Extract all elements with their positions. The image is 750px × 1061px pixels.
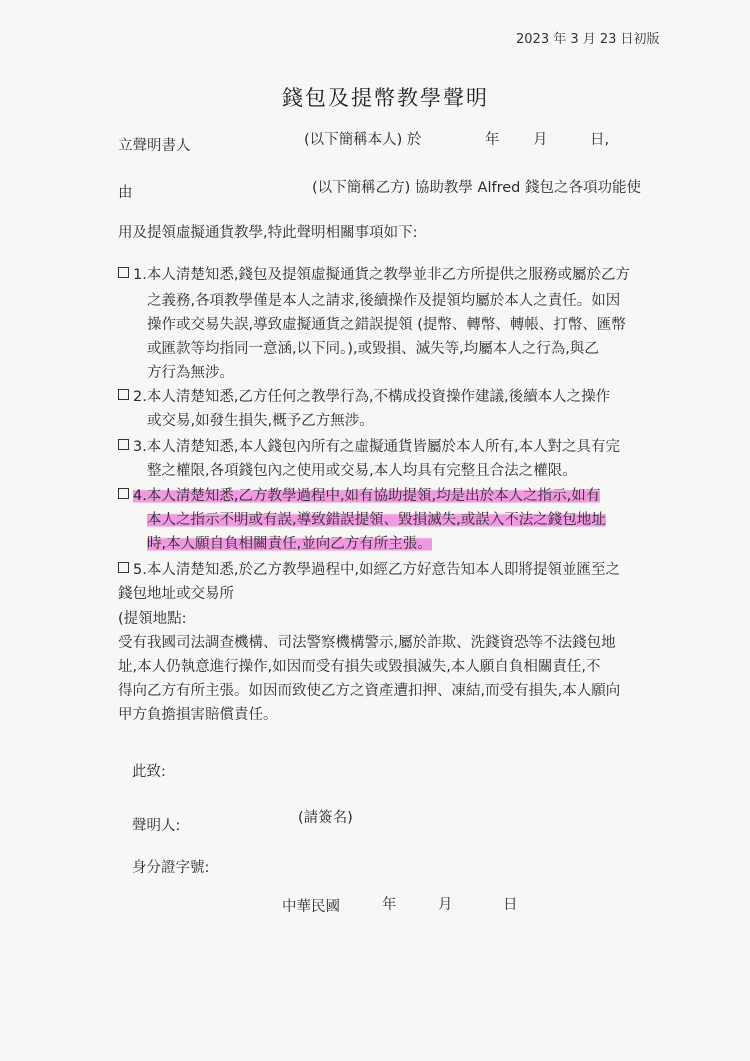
footer-era: 中華民國	[282, 899, 340, 915]
checkbox[interactable]	[118, 389, 129, 400]
withdraw-address-label: (提領地點:	[118, 611, 187, 627]
clause-2-line-1: 2.本人清楚知悉,乙方任何之教學行為,不構成投資操作建議,後續本人之操作	[118, 385, 610, 406]
checkbox[interactable]	[118, 488, 129, 499]
intro-day: 日,	[590, 132, 610, 148]
warning-line-2: 址,本人仍執意進行操作,如因而受有損失或毀損滅失,本人願自負相關責任,不	[118, 659, 601, 675]
warning-line-1: 受有我國司法調查機構、司法警察機構警示,屬於詐欺、洗錢資恐等不法錢包地	[118, 635, 616, 651]
referred-as-party-b: (以下簡稱乙方) 協助教學 Alfred 錢包之各項功能使	[312, 180, 641, 196]
footer-year: 年	[382, 897, 397, 913]
checkbox[interactable]	[118, 562, 129, 573]
clause-1-line-3: 操作或交易失誤,導致虛擬通貨之錯誤提領 (提幣、轉幣、轉帳、打幣、匯幣	[147, 317, 626, 333]
declarant-label: 立聲明書人	[118, 138, 191, 154]
checkbox[interactable]	[118, 267, 129, 278]
highlight-mark: 4.本人清楚知悉,乙方教學過程中,如有協助提領,均是出於本人之指示,如有	[133, 488, 601, 504]
id-number-label: 身分證字號:	[132, 860, 210, 876]
clause-1-line-5: 方行為無涉。	[147, 365, 234, 381]
document-title: 錢包及提幣教學聲明	[282, 86, 489, 110]
intro-month: 月	[533, 132, 548, 148]
signature-label: 聲明人:	[132, 818, 181, 834]
id-number-field[interactable]	[222, 860, 422, 876]
clause-1-line-2: 之義務,各項教學僅是本人之請求,後續操作及提領均屬於本人之責任。如因	[147, 293, 621, 309]
clause-1-line-1: 1.本人清楚知悉,錢包及提領虛擬通貨之教學並非乙方所提供之服務或屬於乙方	[118, 263, 630, 284]
warning-line-4: 甲方負擔損害賠償責任。	[118, 707, 278, 723]
closing: 此致:	[132, 764, 166, 780]
intro-by: 由	[118, 185, 133, 201]
version-date: 2023 年 3 月 23 日初版	[516, 32, 660, 47]
signature-field[interactable]	[190, 818, 286, 834]
clause-3-line-2: 整之權限,各項錢包內之使用或交易,本人均具有完整且合法之權限。	[147, 463, 577, 479]
clause-1-line-4: 或匯款等均指同一意涵,以下同。),或毀損、滅失等,均屬本人之行為,與乙	[147, 341, 599, 357]
warning-line-3: 得向乙方有所主張。如因而致使乙方之資產遭扣押、凍結,而受有損失,本人願向	[118, 683, 621, 699]
clause-3-line-1: 3.本人清楚知悉,本人錢包內所有之虛擬通貨皆屬於本人所有,本人對之具有完	[118, 435, 620, 456]
highlight-mark: 本人之指示不明或有誤,導致錯誤提領、毀損滅失,或誤入不法之錢包地址	[147, 512, 606, 528]
referred-as-self: (以下簡稱本人) 於	[304, 132, 422, 148]
footer-day: 日	[503, 897, 518, 913]
clause-5-line-1: 5.本人清楚知悉,於乙方教學過程中,如經乙方好意告知本人即將提領並匯至之	[118, 558, 620, 579]
intro-continuation: 用及提領虛擬通貨教學,特此聲明相關事項如下:	[118, 225, 418, 241]
highlight-mark: 時,本人願自負相關責任,並向乙方有所主張。	[147, 536, 432, 552]
checkbox[interactable]	[118, 439, 129, 450]
signature-note: (請簽名)	[298, 810, 353, 826]
clause-4-line-1	[118, 484, 600, 505]
clause-4-line-2	[147, 508, 606, 529]
clause-5-line-2: 錢包地址或交易所	[118, 586, 234, 602]
intro-year: 年	[485, 132, 500, 148]
clause-2-line-2: 或交易,如發生損失,概予乙方無涉。	[147, 413, 374, 429]
footer-month: 月	[438, 897, 453, 913]
clause-4-line-3	[147, 532, 432, 553]
